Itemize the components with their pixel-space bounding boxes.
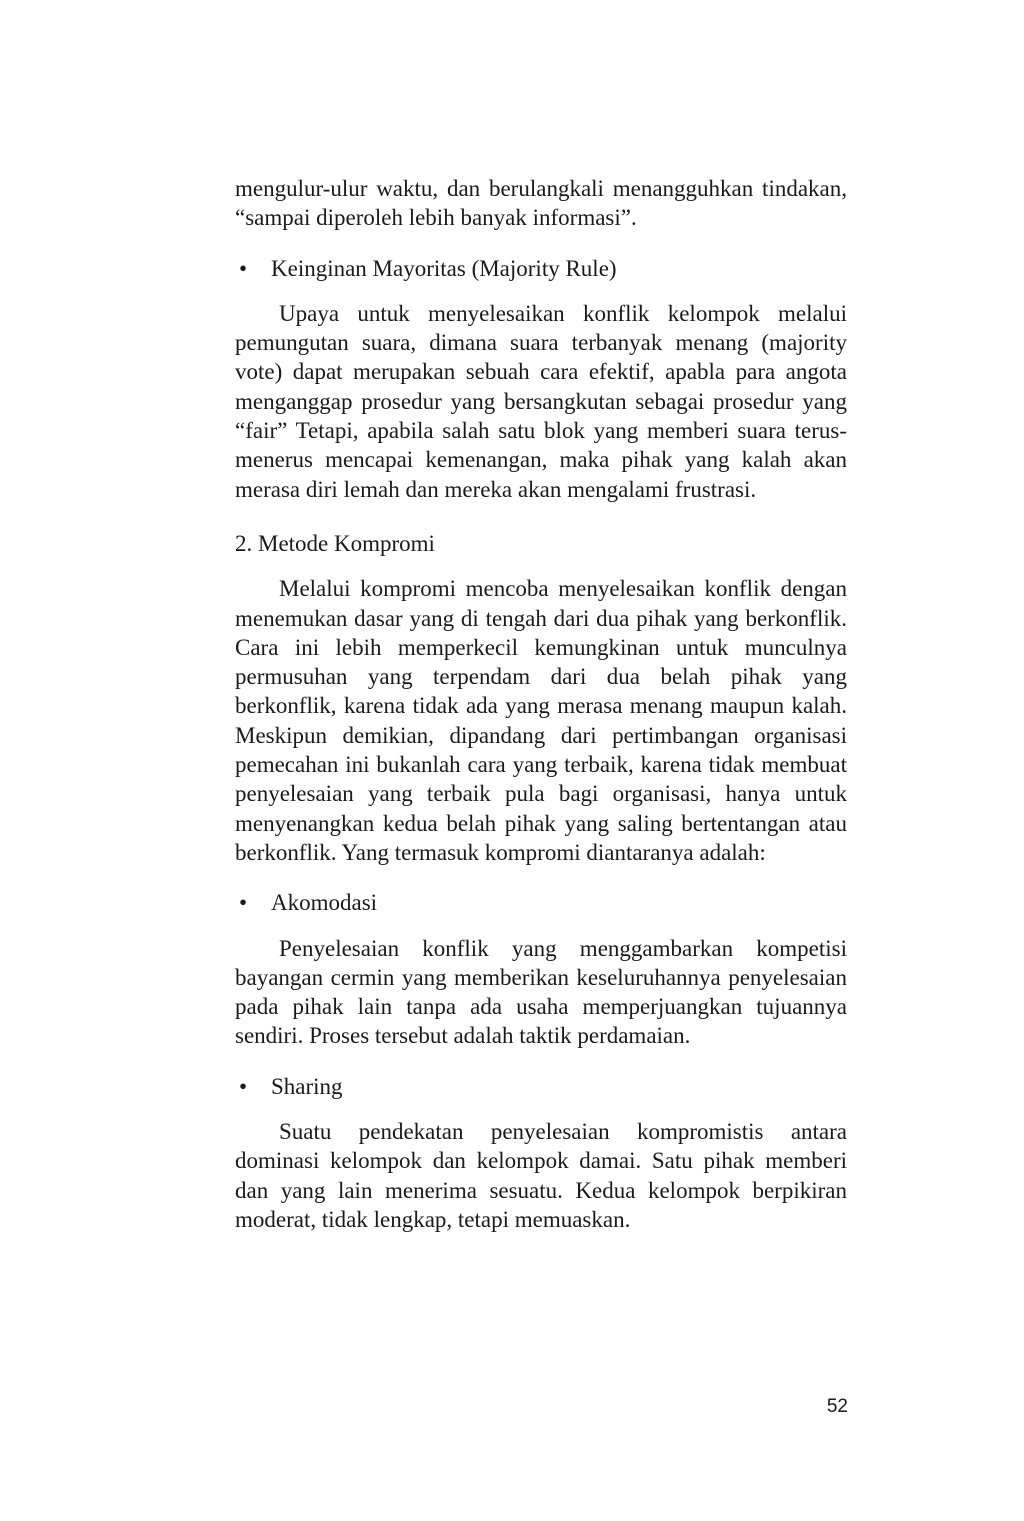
bullet-item-sharing: [235, 1072, 847, 1101]
bullet-item-majority-rule: [235, 254, 847, 283]
bullet-icon: •: [238, 255, 248, 281]
bullet-label: Akomodasi: [271, 890, 378, 916]
bullet-icon: •: [238, 890, 248, 916]
bullet-item-akomodasi: [235, 888, 847, 917]
paragraph-majority-rule: Upaya untuk menyelesaikan konflik kelompok melalui pemungutan suara, dimana suara terbanyak menang (majority vote) dapat merupakan sebuah cara efektif, apabla para angota menganggap prosedur yang bersangkutan sebagai prosedur yang “fair” Tetapi, apabila salah satu blok yang memberi suara terus-menerus mencapai kemenangan, maka pihak yang kalah akan merasa diri lemah dan mereka akan mengalami frustrasi.: [235, 300, 847, 502]
paragraph-akomodasi: Penyelesaian konflik yang menggambarkan kompetisi bayangan cermin yang memberikan keseluruhannya penyelesaian pada pihak lain tanpa ada usaha memperjuangkan tujuannya sendiri. Proses tersebut adalah taktik perdamaian.: [235, 935, 847, 1049]
bullet-label: Keinginan Mayoritas (Majority Rule): [271, 255, 617, 281]
bullet-icon: •: [238, 1073, 248, 1099]
body-text: [235, 174, 847, 1234]
bullet-label: Sharing: [271, 1073, 343, 1099]
paragraph-continuation: mengulur-ulur waktu, dan berulangkali menangguhkan tindakan, “sampai diperoleh lebih banyak informasi”.: [235, 176, 847, 231]
section-heading: 2. Metode Kompromi: [235, 530, 435, 556]
page-number: 52: [826, 1396, 848, 1417]
paragraph-sharing: Suatu pendekatan penyelesaian kompromistis antara dominasi kelompok dan kelompok damai. Satu pihak memberi dan yang lain menerima sesuatu. Kedua kelompok berpikiran moderat, tidak lengkap, tetapi memuaskan.: [235, 1119, 847, 1232]
paragraph-kompromi: Melalui kompromi mencoba menyelesaikan konflik dengan menemukan dasar yang di tengah dari dua pihak yang berkonflik. Cara ini lebih memperkecil kemungkinan untuk munculnya permusuhan yang terpendam dari dua belah pihak yang berkonflik, karena tidak ada yang merasa menang maupun kalah. Meskipun demikian, dipandang dari pertimbangan organisasi pemecahan ini bukanlah cara yang terbaik, karena tidak membuat penyelesaian yang terbaik pula bagi organisasi, hanya untuk menyenangkan kedua belah pihak yang saling bertentangan atau berkonflik. Yang termasuk kompromi diantaranya adalah:: [235, 576, 847, 865]
